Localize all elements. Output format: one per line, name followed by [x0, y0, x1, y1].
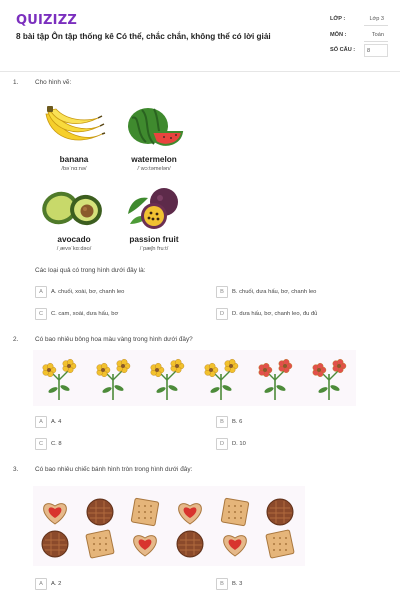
option-text: B. 6 [232, 419, 243, 425]
option-text: A. 4 [51, 419, 62, 425]
square-cookie-icon [86, 530, 114, 558]
question-3-number: 3. [13, 466, 19, 473]
round-cookie-icon [87, 499, 113, 525]
option-letter: C [35, 308, 47, 320]
meta-subject-value: Toán [364, 29, 388, 42]
option-text: B. 3 [232, 581, 243, 587]
option-text: D. 10 [232, 441, 246, 447]
option-text: A. chuối, xoài, bơ, chanh leo [51, 289, 125, 295]
meta-count-value: 8 [364, 44, 388, 57]
fruit-name: banana [59, 155, 89, 164]
question-3-prompt: Có bao nhiêu chiếc bánh hình tròn trong hình dưới đây: [35, 466, 193, 473]
option-letter: A [35, 286, 47, 298]
passion-fruit-icon [124, 184, 186, 232]
quizizz-logo: QUIZIZZ [16, 13, 77, 28]
fruit-name: avocado [57, 235, 91, 244]
red-flower-icon [259, 359, 292, 400]
yellow-flower-icon [97, 359, 130, 400]
worksheet-header [0, 0, 400, 72]
option-letter: D [216, 438, 228, 450]
square-cookie-icon [131, 498, 159, 526]
heart-cookie-icon [44, 504, 67, 524]
round-cookie-icon [177, 531, 203, 557]
option-letter: C [35, 438, 47, 450]
fruit-pronunciation: /ˈwɔːtəmelən/ [137, 166, 171, 172]
heart-cookie-icon [179, 504, 202, 524]
fruit-name: passion fruit [129, 235, 179, 244]
question-1-subprompt: Các loại quả có trong hình dưới đây là: [35, 267, 146, 274]
option-letter: B [216, 416, 228, 428]
fruit-pronunciation: /ˈpæʃn fruːt/ [139, 246, 169, 252]
fruit-pronunciation: /bəˈnɑːnə/ [61, 166, 87, 172]
yellow-flower-icon [43, 359, 76, 400]
question-2-number: 2. [13, 336, 19, 343]
option-letter: D [216, 308, 228, 320]
option-letter: B [216, 578, 228, 590]
fruit-pronunciation: /ˌævəˈkɑːdəʊ/ [56, 246, 92, 252]
header-divider [0, 71, 400, 72]
option-text: C. 8 [51, 441, 62, 447]
yellow-flower-icon [205, 359, 238, 400]
question-1-prompt: Cho hình vẽ: [35, 79, 72, 86]
cookie-image [33, 486, 305, 566]
meta-grade-label: LỚP : [330, 16, 346, 22]
option-text: D. dưa hấu, bơ, chanh leo, đu đủ [232, 311, 318, 317]
meta-subject-label: MÔN : [330, 32, 347, 38]
meta-count-label: SỐ CÂU : [330, 47, 356, 53]
option-text: B. chuối, dưa hấu, bơ, chanh leo [232, 289, 317, 295]
square-cookie-icon [221, 498, 249, 526]
fruit-name: watermelon [131, 155, 177, 164]
question-2-prompt: Có bao nhiêu bông hoa màu vàng trong hình dưới đây? [35, 336, 193, 343]
meta-grade-value: Lớp 3 [364, 13, 388, 26]
round-cookie-icon [42, 531, 68, 557]
avocado-icon [40, 186, 106, 230]
option-text: A. 2 [51, 581, 62, 587]
watermelon-icon [126, 104, 184, 150]
option-letter: A [35, 578, 47, 590]
heart-cookie-icon [224, 536, 247, 556]
yellow-flower-icon [151, 359, 184, 400]
flower-image [33, 350, 356, 406]
worksheet-title: 8 bài tập Ôn tập thống kê Có thể, chắc chắn, không thể có lời giải [16, 32, 271, 41]
round-cookie-icon [267, 499, 293, 525]
flower-group [33, 350, 356, 406]
cookie-group [33, 486, 305, 566]
question-1-number: 1. [13, 79, 19, 86]
banana-icon [40, 104, 106, 152]
heart-cookie-icon [134, 536, 157, 556]
option-text: C. cam, xoài, dưa hấu, bơ [51, 311, 119, 317]
option-letter: B [216, 286, 228, 298]
option-letter: A [35, 416, 47, 428]
square-cookie-icon [266, 530, 294, 558]
red-flower-icon [313, 359, 346, 400]
